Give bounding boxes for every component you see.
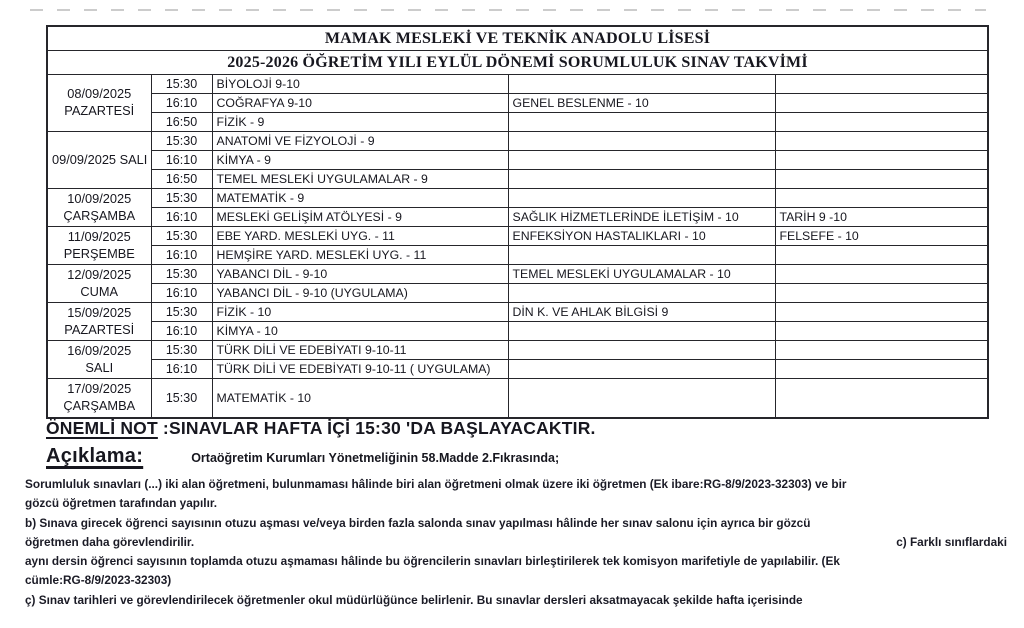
time-cell: 16:10: [151, 284, 212, 303]
date-text: 16/09/2025: [67, 342, 132, 358]
schedule-row: [47, 360, 988, 379]
time-cell: 16:50: [151, 170, 212, 189]
important-note-label: ÖNEMLİ NOT: [46, 418, 158, 438]
extra-cell-2: [775, 284, 988, 303]
extra-cell-1: [508, 170, 775, 189]
subject-cell: MATEMATİK - 10: [212, 379, 508, 418]
schedule-row: [47, 322, 988, 341]
note-line: [25, 593, 1007, 612]
extra-cell-1: [508, 341, 775, 360]
schedule-row: [47, 246, 988, 265]
important-note: [46, 418, 596, 439]
extra-cell-2: TARİH 9 -10: [775, 208, 988, 227]
explanation-intro: Ortaöğretim Kurumları Yönetmeliğinin 58.Madde 2.Fıkrasında;: [191, 451, 560, 465]
note-line-text: öğretmen daha görevlendirilir.: [25, 534, 195, 549]
date-cell: [47, 227, 151, 265]
subject-cell: TÜRK DİLİ VE EDEBİYATI 9-10-11: [212, 341, 508, 360]
date-cell: [47, 341, 151, 379]
schedule-row: [47, 284, 988, 303]
subject-cell: COĞRAFYA 9-10: [212, 94, 508, 113]
note-line: [25, 516, 1007, 535]
extra-cell-1: [508, 322, 775, 341]
subject-cell: YABANCI DİL - 9-10 (UYGULAMA): [212, 284, 508, 303]
subject-cell: MESLEKİ GELİŞİM ATÖLYESİ - 9: [212, 208, 508, 227]
extra-cell-2: [775, 75, 988, 94]
extra-cell-1: [508, 132, 775, 151]
schedule-row: [47, 208, 988, 227]
schedule-row: [47, 189, 988, 208]
schedule-row: [47, 94, 988, 113]
calendar-title-row: [47, 51, 988, 75]
date-cell: [47, 265, 151, 303]
explanation-label: Açıklama:: [46, 445, 144, 467]
day-text: ÇARŞAMBA: [63, 207, 136, 223]
time-cell: 15:30: [151, 227, 212, 246]
date-text: 08/09/2025: [67, 86, 132, 102]
time-cell: 16:10: [151, 322, 212, 341]
date-cell: [47, 303, 151, 341]
time-cell: 15:30: [151, 303, 212, 322]
extra-cell-2: [775, 360, 988, 379]
extra-cell-2: FELSEFE - 10: [775, 227, 988, 246]
subject-cell: TÜRK DİLİ VE EDEBİYATI 9-10-11 ( UYGULAMA): [212, 360, 508, 379]
note-line: [25, 496, 1007, 515]
time-cell: 15:30: [151, 341, 212, 360]
extra-cell-1: SAĞLIK HİZMETLERİNDE İLETİŞİM - 10: [508, 208, 775, 227]
note-line-text: aynı dersin öğrenci sayısının toplamda otuzu aşmaması hâlinde bu öğrencilerin sınavları birleştirilerek tek komisyon marifetiyle de yapılabilir. (Ek: [25, 554, 840, 569]
extra-cell-1: TEMEL MESLEKİ UYGULAMALAR - 10: [508, 265, 775, 284]
day-text: CUMA: [80, 283, 119, 299]
extra-cell-2: [775, 132, 988, 151]
note-line-right-text: c) Farklı sınıflardaki: [896, 534, 1007, 549]
time-cell: 15:30: [151, 379, 212, 418]
note-line-text: gözcü öğretmen tarafından yapılır.: [25, 496, 218, 511]
schedule-row: [47, 151, 988, 170]
time-cell: 15:30: [151, 132, 212, 151]
date-text: 09/09/2025 SALI: [52, 151, 148, 167]
time-cell: 16:10: [151, 151, 212, 170]
extra-cell-2: [775, 379, 988, 418]
subject-cell: KİMYA - 9: [212, 151, 508, 170]
day-text: SALI: [85, 359, 114, 375]
note-line: [25, 535, 1007, 554]
time-cell: 15:30: [151, 265, 212, 284]
school-title: MAMAK MESLEKİ VE TEKNİK ANADOLU LİSESİ: [47, 26, 988, 51]
subject-cell: MATEMATİK - 9: [212, 189, 508, 208]
date-cell: [47, 75, 151, 132]
time-cell: 16:10: [151, 208, 212, 227]
note-line: [25, 477, 1007, 496]
important-note-text: :SINAVLAR HAFTA İÇİ 15:30 'DA BAŞLAYACAKTIR.: [162, 418, 596, 438]
subject-cell: HEMŞİRE YARD. MESLEKİ UYG. - 11: [212, 246, 508, 265]
note-line-text: cümle:RG-8/9/2023-32303): [25, 573, 172, 588]
extra-cell-2: [775, 94, 988, 113]
date-text: 11/09/2025: [67, 228, 131, 244]
subject-cell: ANATOMİ VE FİZYOLOJİ - 9: [212, 132, 508, 151]
extra-cell-2: [775, 303, 988, 322]
extra-cell-2: [775, 113, 988, 132]
extra-cell-1: GENEL BESLENME - 10: [508, 94, 775, 113]
note-lines: [25, 477, 1007, 612]
date-text: 12/09/2025: [67, 266, 132, 282]
schedule-row: [47, 75, 988, 94]
time-cell: 16:10: [151, 360, 212, 379]
exam-schedule-table: [46, 25, 989, 419]
extra-cell-2: [775, 189, 988, 208]
date-text: 15/09/2025: [67, 304, 132, 320]
extra-cell-1: [508, 151, 775, 170]
schedule-row: [47, 303, 988, 322]
extra-cell-1: [508, 360, 775, 379]
day-text: PAZARTESİ: [64, 103, 135, 118]
extra-cell-2: [775, 151, 988, 170]
schedule-row: [47, 132, 988, 151]
schedule-row: [47, 265, 988, 284]
subject-cell: BİYOLOJİ 9-10: [212, 75, 508, 94]
schedule-row: [47, 170, 988, 189]
schedule-row: [47, 379, 988, 418]
note-line: [25, 573, 1007, 592]
scan-noise-line: [30, 9, 986, 11]
time-cell: 16:50: [151, 113, 212, 132]
subject-cell: YABANCI DİL - 9-10: [212, 265, 508, 284]
subject-cell: FİZİK - 10: [212, 303, 508, 322]
time-cell: 15:30: [151, 189, 212, 208]
day-text: PERŞEMBE: [63, 245, 135, 261]
school-title-row: [47, 26, 988, 51]
extra-cell-1: [508, 189, 775, 208]
date-cell: [47, 189, 151, 227]
subject-cell: KİMYA - 10: [212, 322, 508, 341]
note-line-text: Sorumluluk sınavları (...) iki alan öğretmeni, bulunmaması hâlinde biri alan öğretmeni olmak üzere iki öğretmen (Ek ibare:RG-8/9/2023-32303) ve bir: [25, 477, 847, 491]
schedule-row: [47, 113, 988, 132]
subject-cell: FİZİK - 9: [212, 113, 508, 132]
schedule-body: [47, 75, 988, 418]
schedule-row: [47, 341, 988, 360]
extra-cell-1: ENFEKSİYON HASTALIKLARI - 10: [508, 227, 775, 246]
extra-cell-2: [775, 341, 988, 360]
schedule-row: [47, 227, 988, 246]
extra-cell-1: [508, 379, 775, 418]
day-text: PAZARTESİ: [64, 321, 135, 337]
extra-cell-1: [508, 113, 775, 132]
extra-cell-1: [508, 284, 775, 303]
date-cell: [47, 132, 151, 189]
time-cell: 16:10: [151, 94, 212, 113]
calendar-title: 2025-2026 ÖĞRETİM YILI EYLÜL DÖNEMİ SORUMLULUK SINAV TAKVİMİ: [47, 51, 988, 75]
extra-cell-2: [775, 322, 988, 341]
date-text: 10/09/2025: [67, 190, 132, 206]
extra-cell-2: [775, 246, 988, 265]
date-text: 17/09/2025: [67, 381, 132, 397]
extra-cell-1: DİN K. VE AHLAK BİLGİSİ 9: [508, 303, 775, 322]
extra-cell-1: [508, 246, 775, 265]
note-line-text: ç) Sınav tarihleri ve görevlendirilecek öğretmenler okul müdürlüğünce belirlenir. Bu sınavlar dersleri aksatmayacak şekilde hafta içerisinde: [25, 592, 803, 607]
time-cell: 15:30: [151, 75, 212, 94]
explanation-heading: [46, 445, 559, 468]
note-line: [25, 554, 1007, 573]
note-line-text: b) Sınava girecek öğrenci sayısının otuzu aşması ve/veya birden fazla salonda sınav yapılması hâlinde her sınav salonu için ayrıca bir gözcü: [25, 515, 811, 530]
extra-cell-1: [508, 75, 775, 94]
subject-cell: EBE YARD. MESLEKİ UYG. - 11: [212, 227, 508, 246]
day-text: ÇARŞAMBA: [63, 397, 136, 413]
extra-cell-2: [775, 170, 988, 189]
time-cell: 16:10: [151, 246, 212, 265]
extra-cell-2: [775, 265, 988, 284]
subject-cell: TEMEL MESLEKİ UYGULAMALAR - 9: [212, 170, 508, 189]
date-cell: [47, 379, 151, 418]
